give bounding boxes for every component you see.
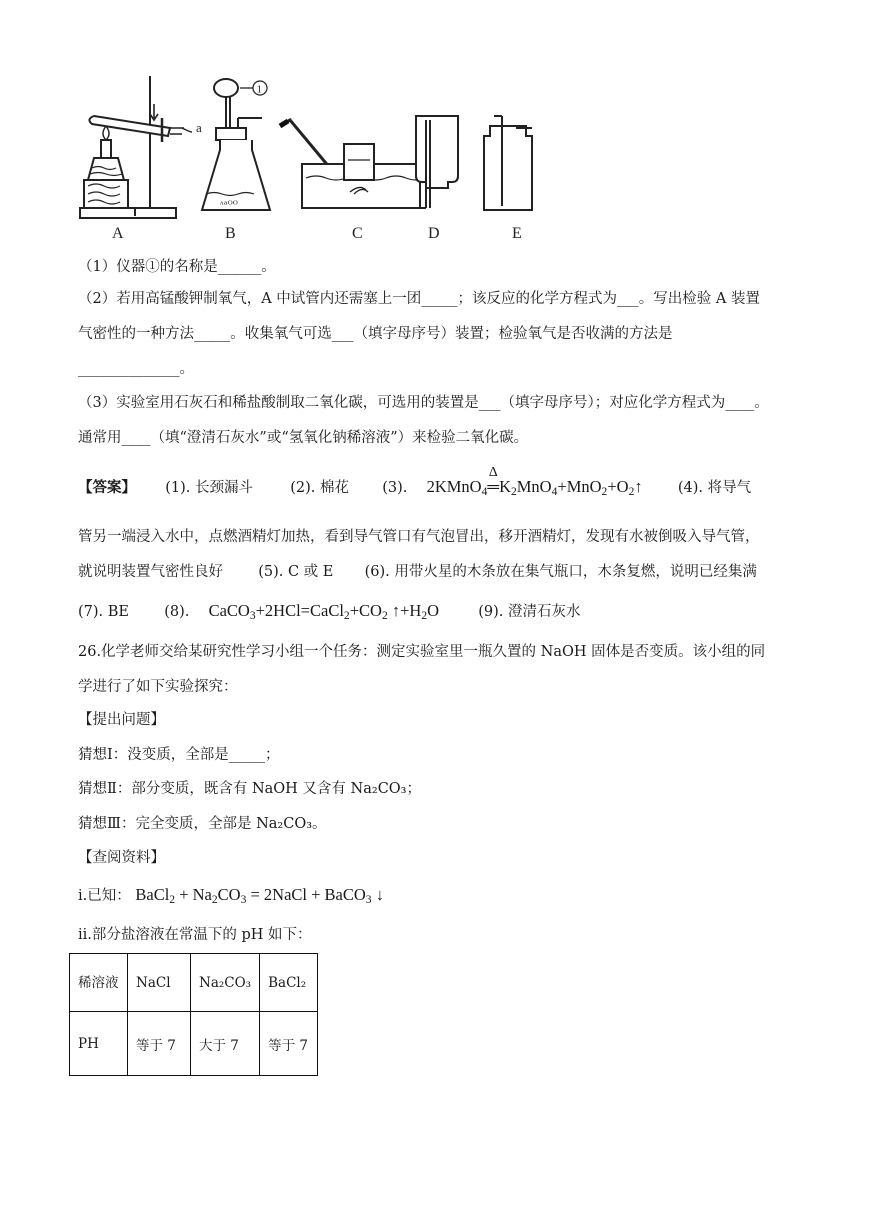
label-c: C <box>352 225 363 242</box>
q26-line-1: 26.化学老师交给某研究性学习小组一个任务：测定实验室里一瓶久置的 NaOH 固体是否变质。该小组的同 <box>78 644 766 660</box>
guess-1: 猜想Ⅰ：没变质，全部是_____； <box>78 747 280 763</box>
svg-text:1: 1 <box>256 83 262 96</box>
equation-bacl2: BaCl$_2$ + $Na_2CO_3$ = 2NaCl + BaCO$_3$ ↓ <box>135 885 384 906</box>
answer-4-prefix: (4). 将导气 <box>677 480 752 496</box>
answer-line-1 <box>78 465 794 499</box>
apparatus-c <box>280 120 426 208</box>
table-cell: 等于 7 <box>260 1012 318 1076</box>
q26-heading-reference: 【查阅资料】 <box>78 850 165 866</box>
table-cell: NaCl <box>128 954 191 1012</box>
table-cell: PH <box>70 1012 128 1076</box>
question-3-line-1: （3）实验室用石灰石和稀盐酸制取二氧化碳，可选用的装置是___（填字母序号）；对应化学方程式为____。 <box>78 395 769 411</box>
label-a: A <box>112 225 124 242</box>
apparatus-e <box>484 116 532 210</box>
question-2-line-2: 气密性的一种方法_____。收集氧气可选___（填字母序号）装置；检验氧气是否收满的方法是 <box>78 326 673 342</box>
guess-3: 猜想Ⅲ：完全变质，全部是 Na₂CO₃。 <box>78 816 327 832</box>
ph-intro: ⅱ.部分盐溶液在常温下的 pH 如下： <box>78 927 312 943</box>
answer-9: (9). 澄清石灰水 <box>478 604 581 620</box>
answer-6: (6). 用带火星的木条放在集气瓶口，木条复燃，说明已经集满 <box>364 564 757 580</box>
label-b: B <box>225 225 236 242</box>
apparatus-b <box>202 79 270 211</box>
q26-line-2: 学进行了如下实验探究： <box>78 679 238 695</box>
question-2-line-3: ______________。 <box>78 361 194 377</box>
question-2-line-1: （2）若用高锰酸钾制氧气，A 中试管内还需塞上一团_____；该反应的化学方程式为___。写出检验 A 装置 <box>78 291 760 307</box>
answer-3-number: (3). <box>382 480 408 496</box>
apparatus-a <box>80 76 192 218</box>
label-e: E <box>512 225 522 242</box>
q26-heading-problem: 【提出问题】 <box>78 712 165 728</box>
table-cell: Na₂CO₃ <box>191 954 260 1012</box>
known-reaction <box>78 884 794 907</box>
question-3-line-2: 通常用____（填“澄清石灰水”或“氢氧化钠稀溶液”）来检验二氧化碳。 <box>78 430 529 446</box>
table-cell: 等于 7 <box>128 1012 191 1076</box>
answer-5: (5). C 或 E <box>258 564 334 580</box>
svg-text:ᶺᵃᴼᴼ: ᶺᵃᴼᴼ <box>220 200 238 211</box>
ph-table <box>69 953 318 1076</box>
port-label: a <box>196 120 202 135</box>
answer-line-2: 管另一端浸入水中，点燃酒精灯加热，看到导气管口有气泡冒出，移开酒精灯，发现有水被倒吸入导气管， <box>78 529 760 545</box>
guess-2: 猜想Ⅱ：部分变质，既含有 NaOH 又含有 Na₂CO₃； <box>78 781 421 797</box>
answer-4-end: 就说明装置气密性良好 <box>78 564 223 580</box>
answer-2: (2). 棉花 <box>290 480 349 496</box>
equation-kmno4: 2KMnO$_4$ Δ $═K_2MnO_4+MnO_2+O_2↑$ <box>426 465 643 498</box>
question-1: （1）仪器①的名称是______。 <box>78 259 276 275</box>
answer-7: (7). BE <box>78 604 129 620</box>
answer-line-4 <box>78 600 794 623</box>
answer-line-3 <box>78 561 794 583</box>
label-d: D <box>428 225 440 242</box>
table-cell: BaCl₂ <box>260 954 318 1012</box>
table-cell: 大于 7 <box>191 1012 260 1076</box>
table-row <box>70 1012 318 1076</box>
answer-8-number: (8). <box>164 604 190 620</box>
table-header-row <box>70 954 318 1012</box>
apparatus-figure <box>70 68 550 246</box>
table-cell: 稀溶液 <box>70 954 128 1012</box>
answer-1: (1). 长颈漏斗 <box>165 480 253 496</box>
known-prefix: i.已知： <box>78 888 131 904</box>
answer-label: 【答案】 <box>78 479 136 496</box>
equation-caco3: $CaCO_3+2HCl=CaCl_2+CO_2$ $↑+H_2O$ <box>208 601 440 622</box>
